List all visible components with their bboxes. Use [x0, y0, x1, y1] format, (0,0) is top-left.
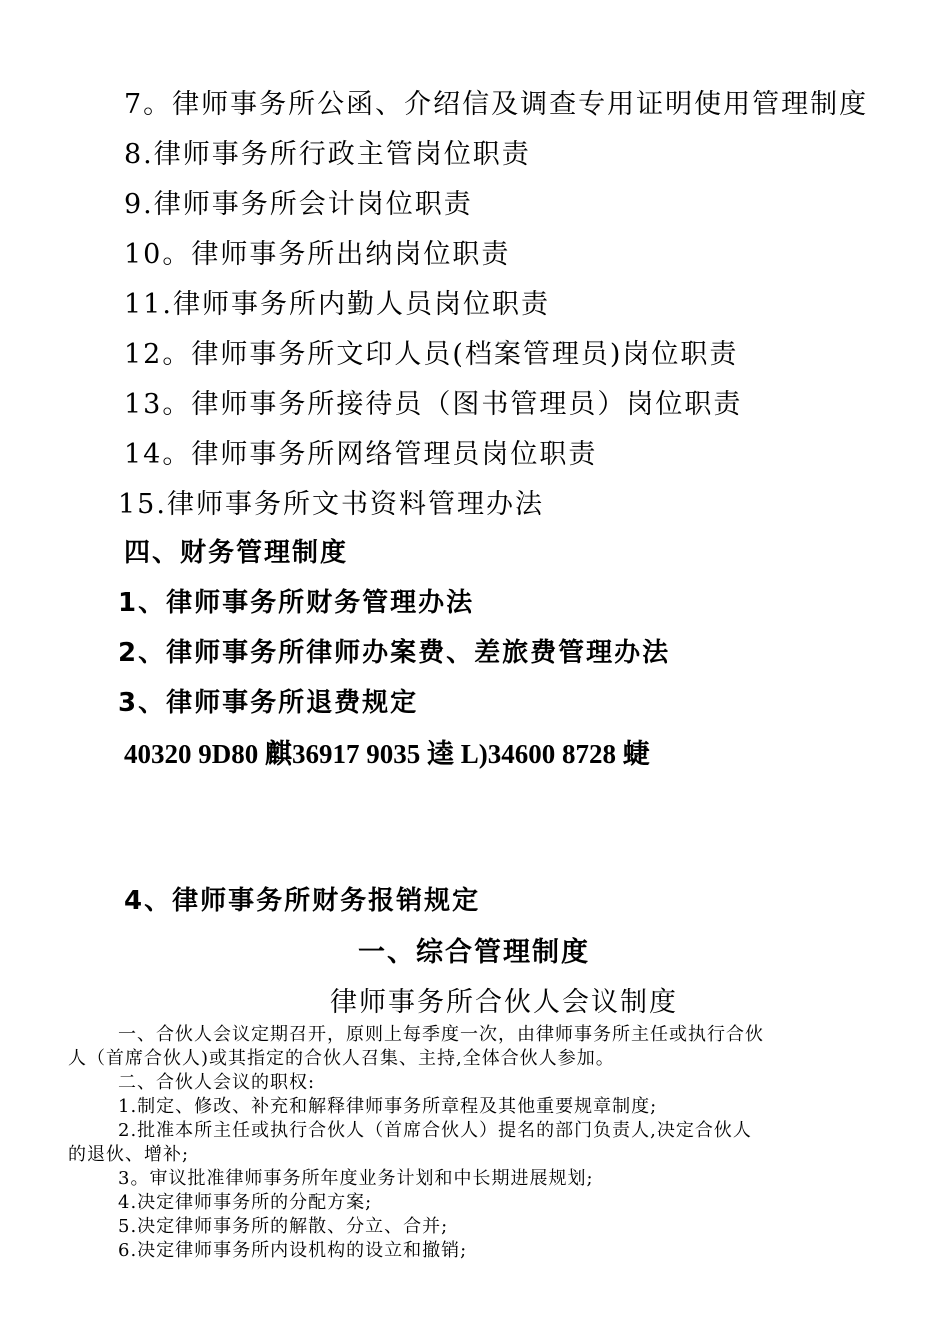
list-item: 7。律师事务所公函、介绍信及调查专用证明使用管理制度	[124, 89, 869, 120]
list-item: 14。律师事务所网络管理员岗位职责	[124, 439, 598, 470]
list-item: 10。律师事务所出纳岗位职责	[124, 239, 511, 270]
paragraph-line: 的退伙、增补;	[68, 1144, 190, 1165]
paragraph-line: 2.批准本所主任或执行合伙人（首席合伙人）提名的部门负责人,决定合伙人	[118, 1120, 752, 1141]
paragraph-line: 4.决定律师事务所的分配方案;	[118, 1192, 373, 1213]
section-heading: 四、财务管理制度	[124, 538, 349, 568]
document-title: 律师事务所合伙人会议制度	[330, 987, 678, 1018]
paragraph-line: 3。审议批准律师事务所年度业务计划和中长期进展规划;	[118, 1168, 594, 1189]
list-item: 8.律师事务所行政主管岗位职责	[124, 139, 531, 170]
list-item: 9.律师事务所会计岗位职责	[124, 189, 473, 220]
list-item: 2、律师事务所律师办案费、差旅费管理办法	[118, 638, 671, 668]
garbled-text-line: 40320 9D80 麒36917 9035 逵 L)34600 8728 蜨	[124, 739, 650, 769]
list-item: 11.律师事务所内勤人员岗位职责	[124, 289, 550, 320]
paragraph-line: 一、合伙人会议定期召开，原则上每季度一次，由律师事务所主任或执行合伙	[118, 1024, 764, 1045]
list-item: 12。律师事务所文印人员(档案管理员)岗位职责	[124, 339, 739, 370]
paragraph-line: 5.决定律师事务所的解散、分立、合并;	[118, 1216, 449, 1237]
list-item: 4、律师事务所财务报销规定	[124, 886, 481, 916]
paragraph-line: 二、合伙人会议的职权:	[118, 1072, 316, 1093]
list-item: 3、律师事务所退费规定	[118, 688, 419, 718]
section-title: 一、综合管理制度	[358, 937, 590, 968]
paragraph-line: 1.制定、修改、补充和解释律师事务所章程及其他重要规章制度;	[118, 1096, 658, 1117]
list-item: 13。律师事务所接待员（图书管理员）岗位职责	[124, 389, 743, 420]
paragraph-line: 人（首席合伙人)或其指定的合伙人召集、主持,全体合伙人参加。	[68, 1048, 615, 1069]
paragraph-line: 6.决定律师事务所内设机构的设立和撤销;	[118, 1240, 468, 1261]
list-item: 1、律师事务所财务管理办法	[118, 588, 475, 618]
list-item: 15.律师事务所文书资料管理办法	[118, 489, 544, 520]
